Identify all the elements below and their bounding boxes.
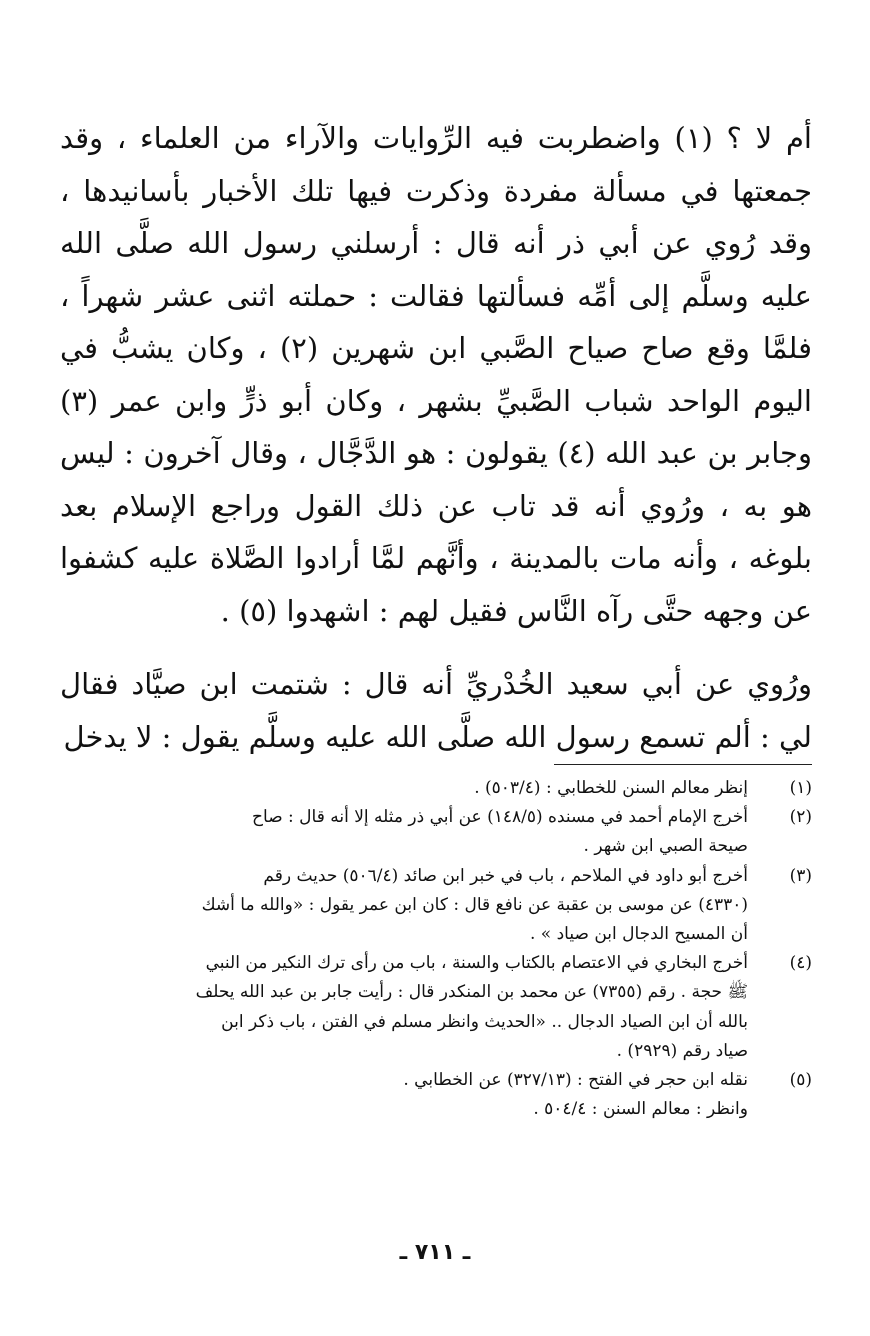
footnote-number: (٤) [789, 953, 812, 974]
footnote-line: (٤٣٣٠) عن موسى بن عقبة عن نافع قال : كان ابن عمر يقول : «والله ما أشك [201, 894, 748, 915]
footnote-separator [554, 764, 812, 765]
footnote-line: ﷺ حجة . رقم (٧٣٥٥) عن محمد بن المنكدر قال : رأيت جابر بن عبد الله يحلف [195, 982, 748, 1003]
footnote-line: أخرج أبو داود في الملاحم ، باب في خبر ابن صائد (٥٠٦/٤) حديث رقم [263, 865, 748, 886]
main-paragraph: أم لا ؟ (١) واضطربت فيه الرِّوايات والآراء من العلماء ، وقد جمعتها في مسألة مفردة وذكرت فيها تلك الأخبار بأسانيدها ، وقد رُوي عن أبي ذر أنه قال : أرسلني رسول الله صلَّى الله عليه وسلَّم إلى أمِّه فسألتها فقالت : حملته اثنى عشر شهراً ، فلمَّا وقع صاح صياح الصَّبي ابن شهرين (٢) ، وكان يشبُّ في اليوم الواحد شباب الصَّبيِّ بشهر ، وكان أبو ذرٍّ وابن عمر (٣) وجابر بن عبد الله (٤) يقولون : هو الدَّجَّال ، وقال آخرون : ليس هو به ، ورُوي أنه قد تاب عن ذلك القول وراجع الإسلام بعد بلوغه ، وأنه مات بالمدينة ، وأنَّهم لمَّا أرادوا الصَّلاة عليه كشفوا عن وجهه حتَّى رآه النَّاس فقيل لهم : اشهدوا (٥) . [60, 121, 812, 628]
page-number: ـ ٧١١ ـ [399, 1240, 471, 1265]
footnote-number: (٣) [789, 865, 812, 886]
footnote-text [50, 1066, 748, 1124]
footnote-line: بالله أن ابن الصياد الدجال .. «الحديث وانظر مسلم في الفتن ، باب ذكر ابن [221, 1011, 748, 1032]
footnote-line: صيحة الصبي ابن شهر . [583, 836, 748, 857]
footnote-number: (٢) [789, 807, 812, 828]
footnote-text [50, 774, 748, 803]
footnote-number: (٥) [789, 1070, 812, 1091]
footnote-item [50, 1066, 818, 1124]
footnote-line: أخرج الإمام أحمد في مسنده (١٤٨/٥) عن أبي ذر مثله إلا أنه قال : صاح [252, 807, 748, 828]
footnote-item [50, 949, 818, 1066]
footnote-item [50, 862, 818, 950]
footnotes [50, 774, 818, 1124]
footnote-line: أن المسيح الدجال ابن صياد » . [529, 924, 748, 945]
main-paragraph: ورُوي عن أبي سعيد الخُدْريِّ أنه قال : شتمت ابن صيَّاد فقال لي : ألم تسمع رسول الله صلَّى الله عليه وسلَّم يقول : لا يدخل [60, 667, 812, 754]
footnote-line: أخرج البخاري في الاعتصام بالكتاب والسنة ، باب من رأى ترك النكير من النبي [205, 953, 748, 974]
footnote-line: نقله ابن حجر في الفتح : (٣٢٧/١٣) عن الخطابي . [403, 1070, 748, 1091]
main-text-body [60, 112, 812, 763]
footnote-line: إنظر معالم السنن للخطابي : (٥٠٣/٤) . [474, 778, 748, 798]
footnote-text [50, 803, 748, 861]
footnote-number: (١) [789, 778, 812, 798]
footnote-text [50, 949, 748, 1066]
footnote-line: صياد رقم (٢٩٢٩) . [616, 1040, 748, 1061]
footnote-line: وانظر : معالم السنن : ٥٠٤/٤ . [533, 1099, 748, 1120]
footnote-item [50, 774, 818, 803]
footnote-text [50, 862, 748, 950]
footnote-item [50, 803, 818, 861]
